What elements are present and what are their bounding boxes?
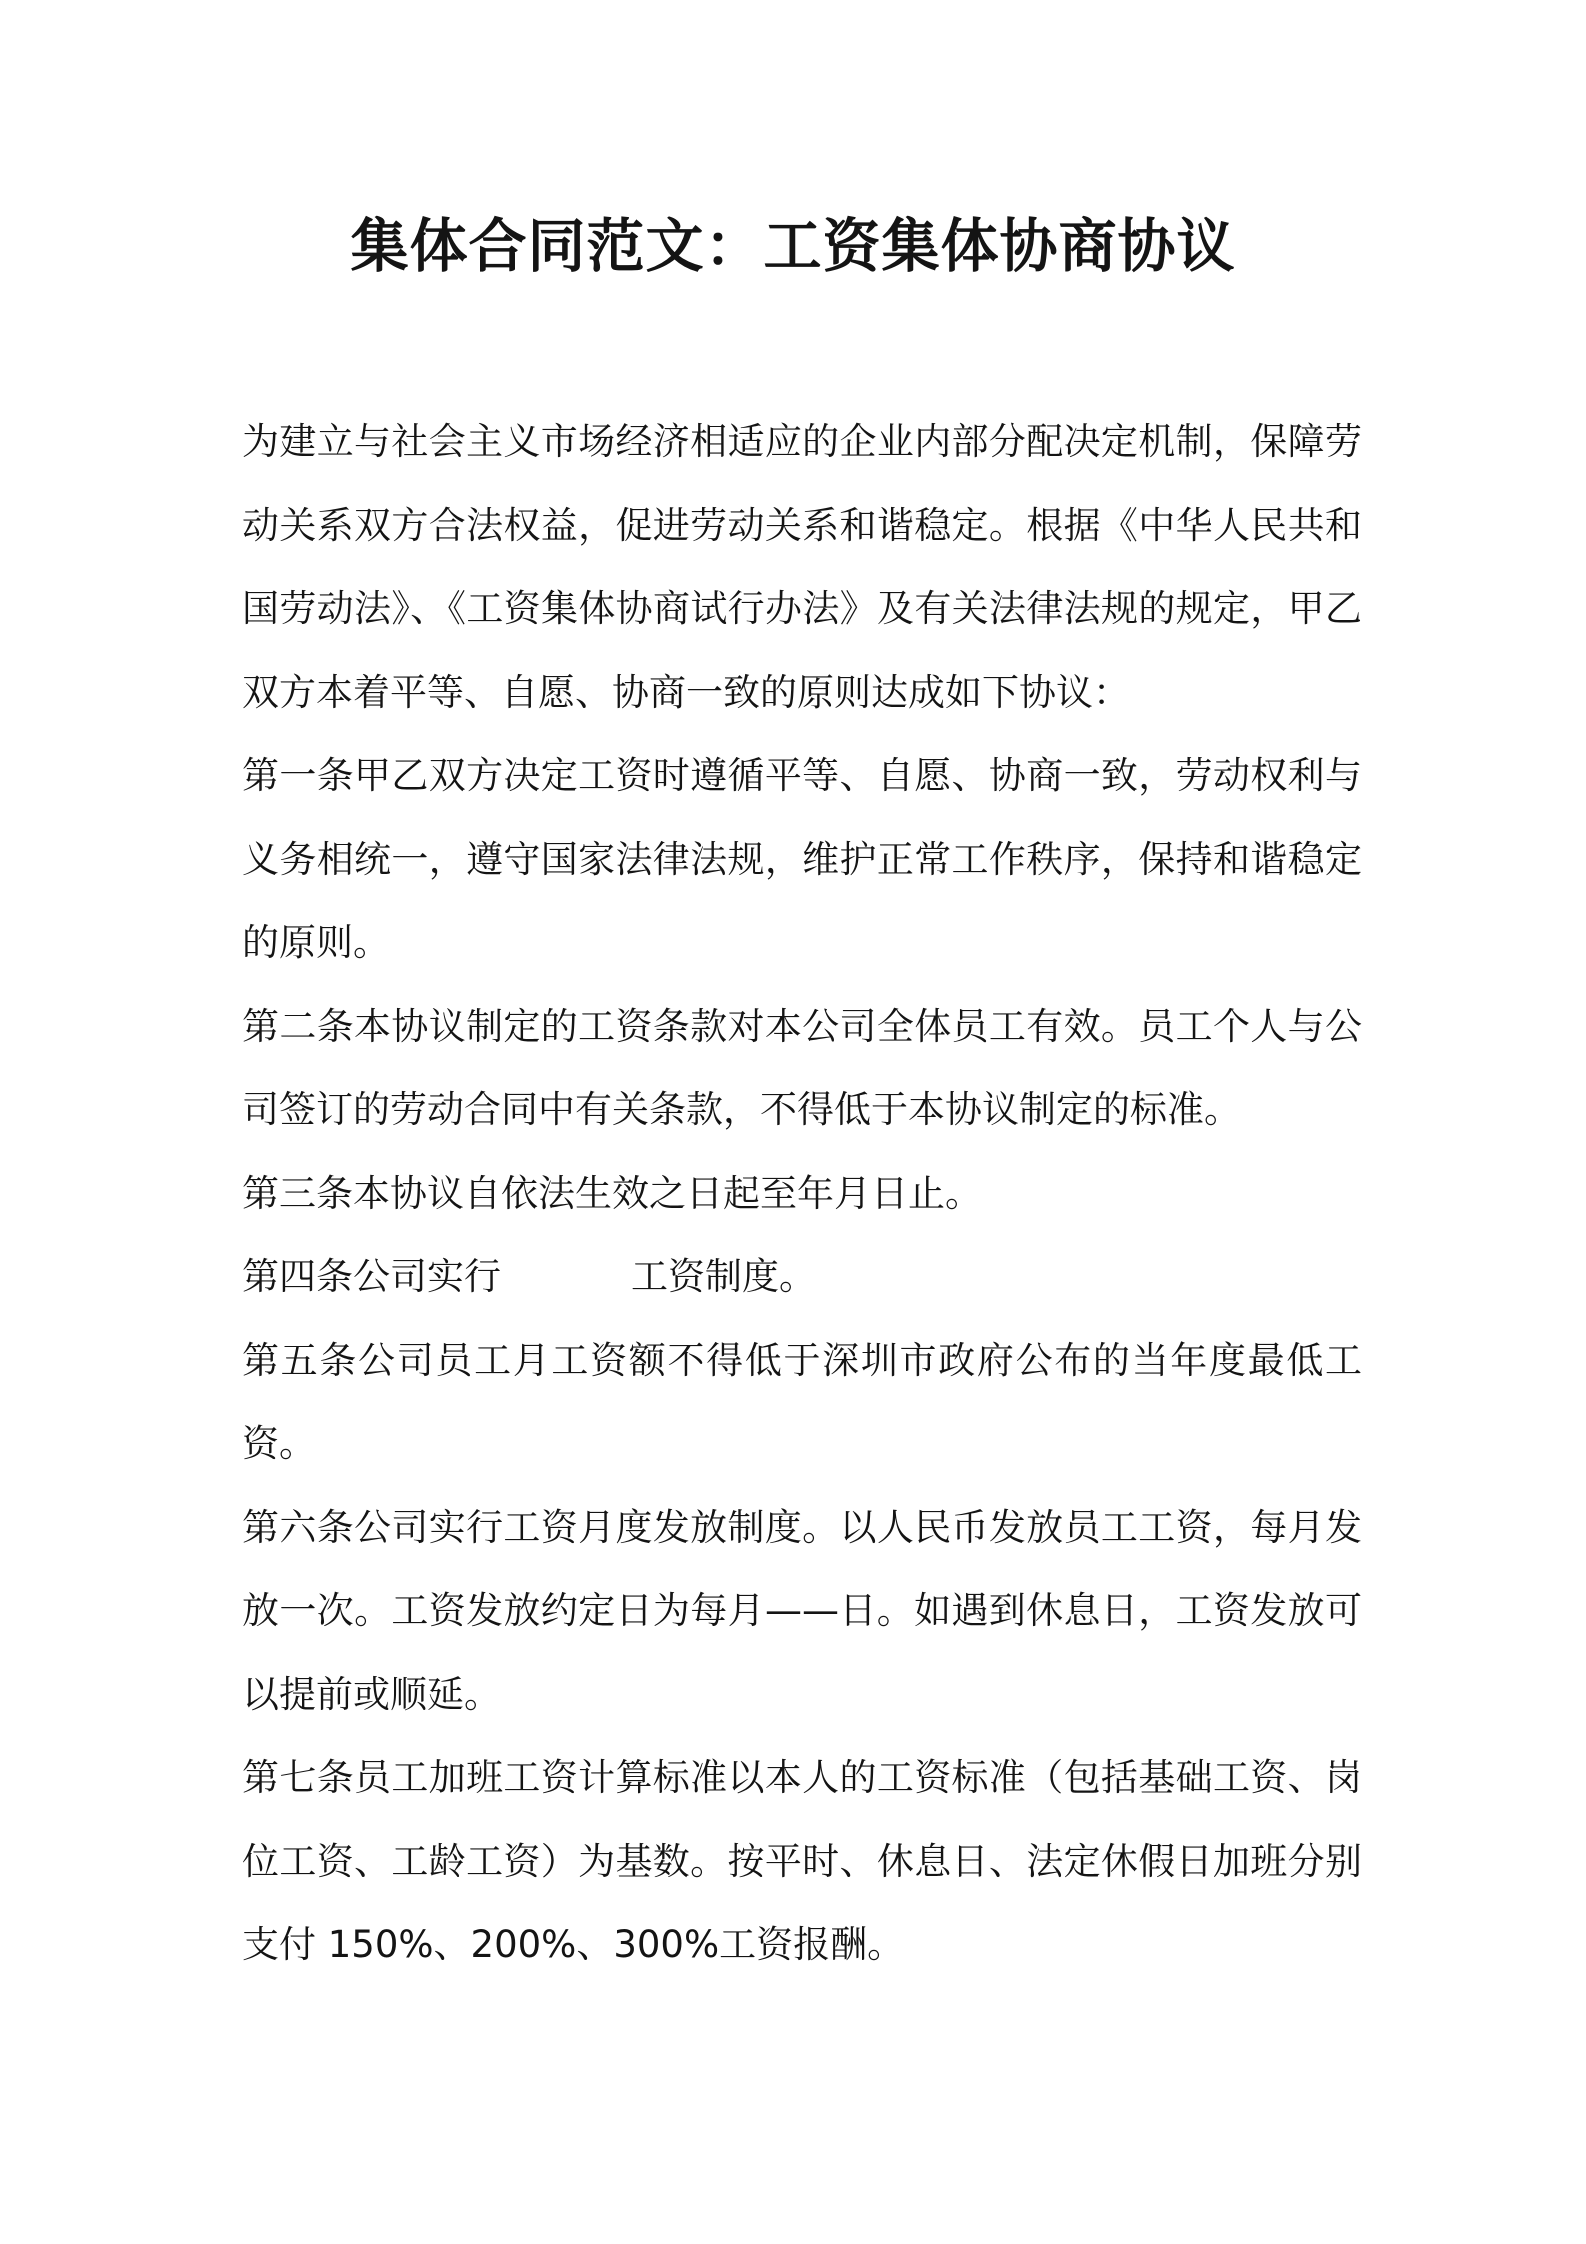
article-5: 第五条公司员工月工资额不得低于深圳市政府公布的当年度最低工资。: [242, 1338, 1362, 1465]
article-4-after-blank: 工资制度。: [631, 1255, 816, 1298]
article-4-before-blank: 第四条公司实行: [242, 1255, 501, 1298]
article-4: [242, 1235, 1362, 1319]
article-1: 第一条甲乙双方决定工资时遵循平等、自愿、协商一致，劳动权利与义务相统一，遵守国家法律法规，维护正常工作秩序，保持和谐稳定的原则。: [242, 754, 1362, 964]
document-body: [242, 400, 1362, 1987]
article-6: 第六条公司实行工资月度发放制度。以人民币发放员工工资，每月发放一次。工资发放约定日为每月——日。如遇到休息日，工资发放可以提前或顺延。: [242, 1505, 1362, 1716]
article-7: 第七条员工加班工资计算标准以本人的工资标准（包括基础工资、岗位工资、工龄工资）为基数。按平时、休息日、法定休假日加班分别支付 150%、200%、300%工资报酬。: [242, 1756, 1362, 1966]
preamble-paragraph: 为建立与社会主义市场经济相适应的企业内部分配决定机制，保障劳动关系双方合法权益，促进劳动关系和谐稳定。根据《中华人民共和国劳动法》、《工资集体协商试行办法》及有关法律法规的规定，甲乙双方本着平等、自愿、协商一致的原则达成如下协议：: [242, 420, 1362, 714]
article-2: 第二条本协议制定的工资条款对本公司全体员工有效。员工个人与公司签订的劳动合同中有关条款，不得低于本协议制定的标准。: [242, 1004, 1362, 1131]
document-title: 集体合同范文：工资集体协商协议: [350, 212, 1236, 280]
article-3: 第三条本协议自依法生效之日起至年月日止。: [242, 1171, 982, 1215]
